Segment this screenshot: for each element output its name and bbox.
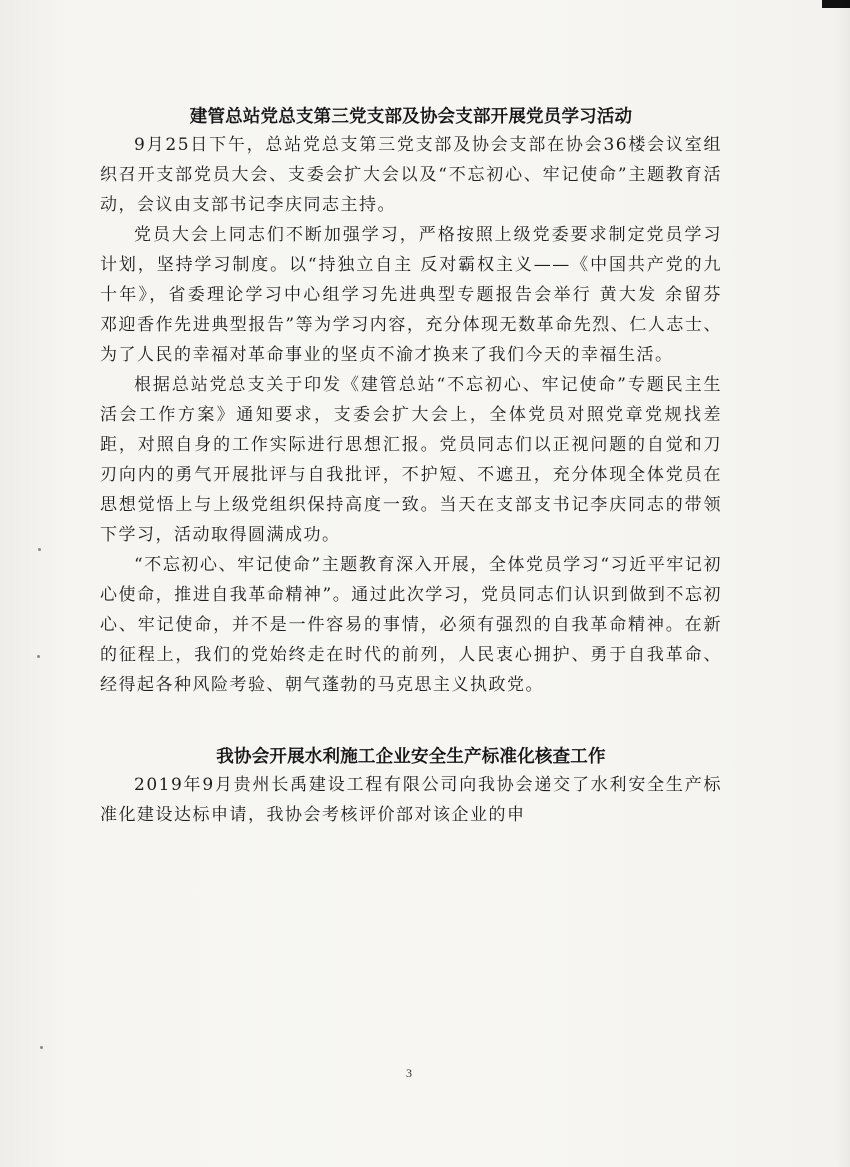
article-paragraph: “不忘初心、牢记使命”主题教育深入开展，全体党员学习“习近平牢记初心使命，推进自我革命精神”。通过此次学习，党员同志们认识到做到不忘初心、牢记使命，并不是一件容易的事情，必须有强烈的自我革命精神。在新的征程上，我们的党始终走在时代的前列，人民衷心拥护、勇于自我革命、经得起各种风险考验、朝气蓬勃的马克思主义执政党。 xyxy=(100,555,722,695)
scan-dot xyxy=(37,655,40,658)
article-title: 建管总站党总支第三党支部及协会支部开展党员学习活动 xyxy=(189,107,633,127)
scan-dot xyxy=(38,548,41,551)
article-title: 我协会开展水利施工企业安全生产标准化核查工作 xyxy=(216,747,606,767)
scan-shadow xyxy=(836,0,850,1167)
document-body xyxy=(100,104,722,830)
scan-dot xyxy=(40,1046,43,1049)
article-paragraph: 党员大会上同志们不断加强学习，严格按照上级党委要求制定党员学习计划，坚持学习制度。以“持独立自主 反对霸权主义——《中国共产党的九十年》，省委理论学习中心组学习先进典型专题报告会举行 黄大发 余留芬 邓迎香作先进典型报告”等为学习内容，充分体现无数革命先烈、仁人志士、为了人民的幸福对革命事业的坚贞不渝才换来了我们今天的幸福生活。 xyxy=(100,225,722,365)
article-paragraph: 9月25日下午，总站党总支第三党支部及协会支部在协会36楼会议室组织召开支部党员大会、支委会扩大会以及“不忘初心、牢记使命”主题教育活动，会议由支部书记李庆同志主持。 xyxy=(100,135,722,215)
page-number: 3 xyxy=(406,1066,412,1080)
article-paragraph: 2019年9月贵州长禹建设工程有限公司向我协会递交了水利安全生产标准化建设达标申请，我协会考核评价部对该企业的申 xyxy=(100,775,722,825)
article-paragraph: 根据总站党总支关于印发《建管总站“不忘初心、牢记使命”专题民主生活会工作方案》通知要求，支委会扩大会上，全体党员对照党章党规找差距，对照自身的工作实际进行思想汇报。党员同志们以正视问题的自觉和刀刃向内的勇气开展批评与自我批评，不护短、不遮丑，充分体现全体党员在思想觉悟上与上级党组织保持高度一致。当天在支部支书记李庆同志的带领下学习，活动取得圆满成功。 xyxy=(100,375,722,545)
